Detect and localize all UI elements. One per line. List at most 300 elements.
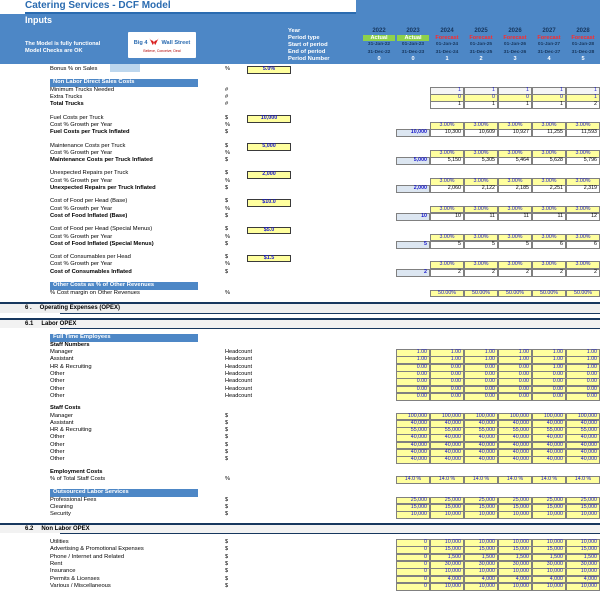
value-cell[interactable]: 10,000 [566,539,600,547]
value-cell[interactable]: 15,000 [396,504,430,512]
spreadsheet-row [0,511,600,518]
value-cell[interactable]: 10,000 [430,583,464,591]
value-cell[interactable]: 55,000 [464,427,498,435]
value-cell[interactable]: 100,000 [532,413,566,421]
spreadsheet-row [0,576,600,583]
value-cell[interactable]: 55,000 [396,427,430,435]
sheet-body [0,66,600,590]
spreadsheet-row [0,456,600,463]
row-label: Various / Miscellaneous [50,582,111,589]
value-cell[interactable]: 40,000 [532,456,566,464]
value-cell[interactable]: 50.00% [430,290,464,298]
value-cell[interactable]: 40,000 [396,420,430,428]
row-label: Other [50,392,65,399]
section-header [0,302,600,313]
spreadsheet-row [0,539,600,546]
value-cell[interactable]: 4,000 [430,576,464,584]
value-cell[interactable]: 50.00% [498,290,532,298]
input-cell[interactable]: $1.5 [247,255,291,263]
value-cell[interactable]: 0.00 [566,371,600,379]
value-cell[interactable]: 3.00% [498,234,532,242]
value-cell: 5,305 [464,157,498,165]
value-cell[interactable]: 3.00% [430,122,464,130]
input-cell[interactable]: 10,000 [247,115,291,123]
value-cell[interactable]: 40,000 [430,420,464,428]
value-cell[interactable]: 100,000 [464,413,498,421]
spreadsheet-row [0,427,600,434]
value-cell[interactable]: 4,000 [464,576,498,584]
row-label: Other [50,371,65,378]
value-cell[interactable]: 0.00 [464,393,498,401]
value-cell[interactable]: 40,000 [396,434,430,442]
value-cell[interactable]: 10,000 [498,539,532,547]
value-cell[interactable]: 0 [396,539,430,547]
row-label: Other [50,441,65,448]
value-cell[interactable]: 3.00% [532,234,566,242]
value-cell[interactable]: 55,000 [532,427,566,435]
logo-wordmark [134,37,190,48]
value-cell[interactable]: 3.00% [430,206,464,214]
date-cell: 01-Jan-24 [435,42,459,48]
value-cell[interactable]: 0.00 [498,371,532,379]
period-number-cell: 3 [513,56,517,63]
value-cell[interactable]: 40,000 [566,456,600,464]
row-label: Cost of Consumables Inflated [50,268,132,275]
year-cell: 2023 [406,27,420,34]
value-cell[interactable]: 40,000 [430,456,464,464]
value-cell[interactable]: 25,000 [396,497,430,505]
unit-label: $ [225,185,229,192]
row-label: Unexpected Repairs per Truck Inflated [50,185,156,192]
value-cell[interactable]: 3.00% [566,261,600,269]
value-cell[interactable]: 0 [396,546,430,554]
value-cell: 2,060 [430,185,464,193]
value-cell[interactable]: 15,000 [498,546,532,554]
value-cell[interactable]: 0 [498,94,532,102]
value-cell[interactable]: 0 [396,576,430,584]
row-label: Utilities [50,539,69,546]
value-cell: 11,255 [532,129,566,137]
value-cell[interactable]: 10,000 [396,511,430,519]
unit-label: $ [225,553,229,560]
value-cell[interactable]: 0.00 [430,371,464,379]
value-cell[interactable]: 40,000 [396,456,430,464]
value-cell[interactable]: 1.00 [396,356,430,364]
value-cell[interactable]: 10,000 [464,539,498,547]
value-cell: 5 [430,241,464,249]
header-row-label: Period type [288,34,320,41]
value-cell[interactable]: 15,000 [464,504,498,512]
header-band-corner [356,0,600,14]
value-cell[interactable]: 3.00% [430,234,464,242]
value-cell[interactable]: 30,000 [464,561,498,569]
value-cell[interactable]: 25,000 [498,497,532,505]
value-cell[interactable]: 30,000 [498,561,532,569]
row-label: Other [50,378,65,385]
spreadsheet-row [0,583,600,590]
value-cell[interactable]: 3.00% [566,234,600,242]
value-cell[interactable]: 3.00% [566,206,600,214]
value-cell[interactable]: 3.00% [464,261,498,269]
input-cell[interactable]: 2,000 [247,171,291,179]
value-cell[interactable]: 100,000 [396,413,430,421]
section-bar-row [0,489,600,497]
value-cell[interactable]: 0.00 [430,378,464,386]
value-cell[interactable]: 40,000 [566,434,600,442]
value-cell[interactable]: 14.0 % [396,476,430,484]
value-cell[interactable]: 1.00 [464,349,498,357]
value-cell[interactable]: 0.00 [532,371,566,379]
value-cell[interactable]: 3.00% [430,261,464,269]
value-cell[interactable]: 100,000 [430,413,464,421]
value-cell[interactable]: 30,000 [532,561,566,569]
value-cell[interactable]: 0.00 [498,364,532,372]
value-cell[interactable]: 3.00% [498,206,532,214]
unit-label: $ [225,546,229,553]
value-cell[interactable]: 10,000 [464,511,498,519]
value-cell[interactable]: 0 [396,554,430,562]
year-cell: 2022 [372,27,386,34]
value-cell[interactable]: 40,000 [498,456,532,464]
value-cell[interactable]: 14.0 % [532,476,566,484]
date-cell: 01-Jan-25 [469,42,493,48]
value-cell[interactable]: 0 [396,583,430,591]
value-cell: 2 [566,101,600,109]
value-cell[interactable]: 40,000 [566,442,600,450]
value-cell[interactable]: 3.00% [498,261,532,269]
period-header [288,27,600,63]
value-cell[interactable]: 55,000 [498,427,532,435]
value-cell[interactable]: 0.00 [464,378,498,386]
spreadsheet-row [0,150,600,157]
value-cell[interactable]: 10,000 [566,583,600,591]
unit-label: % [225,289,230,296]
unit-label: # [225,94,229,101]
value-cell: 5,464 [498,157,532,165]
period-number-cell: 5 [581,56,585,63]
value-cell[interactable]: 1.00 [464,356,498,364]
value-cell[interactable]: 10,000 [532,539,566,547]
value-cell[interactable]: 1 [566,94,600,102]
value-cell[interactable]: 25,000 [464,497,498,505]
value-cell[interactable]: 1.00 [566,349,600,357]
value-cell[interactable]: 10,000 [498,568,532,576]
value-cell[interactable]: 0.00 [396,364,430,372]
value-cell[interactable]: 40,000 [464,434,498,442]
value-cell[interactable]: 4,000 [532,576,566,584]
value-cell[interactable]: 25,000 [532,497,566,505]
input-cell[interactable]: 5.0% [247,66,291,74]
value-cell[interactable]: 3.00% [464,178,498,186]
value-cell[interactable]: 3.00% [464,122,498,130]
value-cell[interactable]: 0 [532,94,566,102]
value-cell[interactable]: 0.00 [532,378,566,386]
value-cell[interactable]: 10,000 [430,511,464,519]
value-cell[interactable]: 40,000 [532,442,566,450]
input-cell[interactable]: 5,000 [247,143,291,151]
value-cell[interactable]: 1.00 [532,356,566,364]
value-cell[interactable]: 1.00 [430,356,464,364]
spreadsheet-row [0,371,600,378]
value-cell[interactable]: 0.00 [498,378,532,386]
value-cell[interactable]: 0.00 [532,393,566,401]
value-cell[interactable]: 3.00% [464,206,498,214]
period-type-cell: Forecast [435,34,459,41]
date-cell: 01-Jan-28 [571,42,595,48]
section-bar-row [0,79,600,87]
value-cell[interactable]: 0.00 [498,393,532,401]
value-cell[interactable]: 0.00 [396,386,430,394]
year-cell: 2024 [440,27,454,34]
value-cell: 11 [464,213,498,221]
value-cell[interactable]: 14.0 % [566,476,600,484]
value-cell[interactable]: 0 [396,561,430,569]
value-cell: 2 [396,269,430,277]
value-cell[interactable]: 3.00% [532,206,566,214]
unit-label: Headcount [225,385,253,392]
spreadsheet-row [0,349,600,356]
value-cell: 11,593 [566,129,600,137]
value-cell[interactable]: 1.00 [498,356,532,364]
unit-label: % [225,233,230,240]
header-row-label: Start of period [288,41,328,48]
value-cell[interactable]: 10,000 [498,583,532,591]
value-cell[interactable]: 15,000 [464,546,498,554]
value-cell[interactable]: 10,000 [532,568,566,576]
value-cell[interactable]: 3.00% [566,150,600,158]
value-cell[interactable]: 40,000 [566,420,600,428]
unit-label: % [225,149,230,156]
spreadsheet-row [0,356,600,363]
value-cell[interactable]: 40,000 [464,449,498,457]
value-cell[interactable]: 0 [464,94,498,102]
unit-label: Headcount [225,363,253,370]
row-label: % of Total Staff Costs [50,475,106,482]
value-cell[interactable]: 1.00 [532,364,566,372]
row-label: Other [50,434,65,441]
value-cell[interactable]: 40,000 [430,434,464,442]
unit-label: $ [225,448,229,455]
unit-label: $ [225,114,229,121]
spreadsheet-row [0,393,600,400]
spreadsheet-row [0,420,600,427]
value-cell[interactable]: 0.00 [566,393,600,401]
value-cell: 1 [464,87,498,95]
row-label: Staff Numbers [50,341,90,348]
value-cell[interactable]: 4,000 [498,576,532,584]
row-label: HR & Recruiting [50,427,92,434]
value-cell[interactable]: 10,000 [566,568,600,576]
value-cell[interactable]: 30,000 [430,561,464,569]
value-cell[interactable]: 10,000 [532,511,566,519]
value-cell[interactable]: 0.00 [396,371,430,379]
value-cell[interactable]: 10,000 [464,583,498,591]
value-cell[interactable]: 3.00% [532,122,566,130]
value-cell[interactable]: 40,000 [430,449,464,457]
value-cell[interactable]: 40,000 [532,420,566,428]
spreadsheet-row [0,568,600,575]
spreadsheet-row [0,546,600,553]
value-cell[interactable]: 50.00% [566,290,600,298]
value-cell[interactable]: 40,000 [566,449,600,457]
value-cell: 5 [498,241,532,249]
value-cell[interactable]: 14.0 % [430,476,464,484]
unit-label: $ [225,496,229,503]
unit-label: $ [225,142,229,149]
value-cell[interactable]: 0.00 [430,393,464,401]
value-cell[interactable]: 50.00% [532,290,566,298]
value-cell[interactable]: 40,000 [430,442,464,450]
value-cell: 10,000 [396,129,430,137]
spreadsheet-row [0,413,600,420]
value-cell[interactable]: 3.00% [464,150,498,158]
value-cell[interactable]: 30,000 [566,561,600,569]
input-cell[interactable]: $10.0 [247,199,291,207]
value-cell[interactable]: 40,000 [498,442,532,450]
year-cell: 2027 [542,27,556,34]
value-cell[interactable]: 1,500 [464,554,498,562]
value-cell: 5,000 [396,157,430,165]
value-cell[interactable]: 3.00% [498,150,532,158]
section-bar: Full Time Employees [50,334,198,342]
value-cell[interactable]: 15,000 [498,504,532,512]
value-cell: 5,796 [566,157,600,165]
value-cell[interactable]: 3.00% [566,178,600,186]
row-label: Cost % Growth per Year [50,205,113,212]
value-cell[interactable]: 15,000 [566,546,600,554]
value-cell[interactable]: 0.00 [430,364,464,372]
status-line-1: The Model is fully functional [25,41,101,47]
value-cell[interactable]: 3.00% [566,122,600,130]
value-cell[interactable]: 4,000 [566,576,600,584]
value-cell[interactable]: 10,000 [498,511,532,519]
date-cell: 01-Jan-23 [401,42,425,48]
spreadsheet-row [0,198,600,205]
value-cell[interactable]: 0.00 [498,386,532,394]
period-type-cell: Forecast [537,34,561,41]
value-cell[interactable]: 50.00% [464,290,498,298]
value-cell[interactable]: 10,000 [532,583,566,591]
value-cell[interactable]: 0.00 [566,378,600,386]
value-cell[interactable]: 1,500 [532,554,566,562]
value-cell[interactable]: 1.00 [532,349,566,357]
value-cell: 2 [566,269,600,277]
year-cell: 2025 [474,27,488,34]
value-cell[interactable]: 15,000 [532,504,566,512]
value-cell[interactable]: 40,000 [464,456,498,464]
value-cell[interactable]: 25,000 [430,497,464,505]
row-label: Fuel Costs per Truck [50,114,104,121]
input-cell[interactable]: $5.0 [247,227,291,235]
value-cell[interactable]: 1.00 [430,349,464,357]
value-cell[interactable]: 0.00 [396,378,430,386]
value-cell[interactable]: 1.00 [498,349,532,357]
row-label: Cost of Food Inflated (Base) [50,212,128,219]
row-label: Minimum Trucks Needed [50,86,115,93]
unit-label: $ [225,157,229,164]
value-cell[interactable]: 40,000 [498,449,532,457]
value-cell[interactable]: 1.00 [566,364,600,372]
value-cell[interactable]: 0.00 [464,364,498,372]
value-cell[interactable]: 0 [430,94,464,102]
value-cell[interactable]: 1,500 [430,554,464,562]
value-cell[interactable]: 3.00% [430,178,464,186]
value-cell[interactable]: 3.00% [532,178,566,186]
spreadsheet-row [0,269,600,276]
value-cell[interactable]: 3.00% [498,178,532,186]
spreadsheet-row [0,378,600,385]
value-cell[interactable]: 14.0 % [498,476,532,484]
value-cell[interactable]: 10,000 [430,568,464,576]
row-label: Maintenance Costs per Truck [50,142,126,149]
value-cell[interactable]: 3.00% [430,150,464,158]
date-cell: 31-Dec-23 [401,49,425,55]
row-label: Manager [50,412,73,419]
value-cell[interactable]: 1,500 [566,554,600,562]
value-cell[interactable]: 40,000 [464,420,498,428]
value-cell[interactable]: 0.00 [532,386,566,394]
value-cell[interactable]: 40,000 [464,442,498,450]
value-cell[interactable]: 3.00% [464,234,498,242]
value-cell[interactable]: 25,000 [566,497,600,505]
value-cell[interactable]: 100,000 [566,413,600,421]
value-cell[interactable]: 0.00 [464,371,498,379]
value-cell[interactable]: 1,500 [498,554,532,562]
value-cell[interactable]: 10,000 [566,511,600,519]
value-cell[interactable]: 0.00 [566,386,600,394]
value-cell: 2 [430,269,464,277]
date-cell: 31-Dec-24 [435,49,459,55]
value-cell[interactable]: 0.00 [396,393,430,401]
value-cell[interactable]: 0.00 [464,386,498,394]
value-cell: 1 [430,101,464,109]
value-cell[interactable]: 1.00 [396,349,430,357]
value-cell[interactable]: 40,000 [396,442,430,450]
value-cell[interactable]: 3.00% [532,261,566,269]
row-label: Security [50,511,71,518]
value-cell[interactable]: 40,000 [396,449,430,457]
value-cell[interactable]: 0.00 [430,386,464,394]
spreadsheet-row [0,434,600,441]
spreadsheet-row [0,476,600,483]
value-cell[interactable]: 15,000 [532,546,566,554]
value-cell[interactable]: 10,000 [430,539,464,547]
value-cell[interactable]: 40,000 [532,449,566,457]
value-cell[interactable]: 15,000 [430,504,464,512]
value-cell[interactable]: 14.0 % [464,476,498,484]
header-row [288,56,600,63]
value-cell[interactable]: 40,000 [498,420,532,428]
value-cell[interactable]: 55,000 [430,427,464,435]
value-cell[interactable]: 15,000 [430,546,464,554]
value-cell[interactable]: 1.00 [566,356,600,364]
value-cell[interactable]: 3.00% [498,122,532,130]
value-cell[interactable]: 15,000 [566,504,600,512]
value-cell[interactable]: 40,000 [532,434,566,442]
spreadsheet-row [0,449,600,456]
value-cell[interactable]: 0 [396,568,430,576]
value-cell[interactable]: 10,000 [464,568,498,576]
value-cell[interactable]: 100,000 [498,413,532,421]
spreadsheet-row [0,364,600,371]
value-cell[interactable]: 55,000 [566,427,600,435]
section-bar-row [0,282,600,290]
period-number-cell: 2 [479,56,483,63]
unit-label: $ [225,240,229,247]
value-cell[interactable]: 3.00% [532,150,566,158]
row-label: Manager [50,349,73,356]
value-cell[interactable]: 40,000 [498,434,532,442]
